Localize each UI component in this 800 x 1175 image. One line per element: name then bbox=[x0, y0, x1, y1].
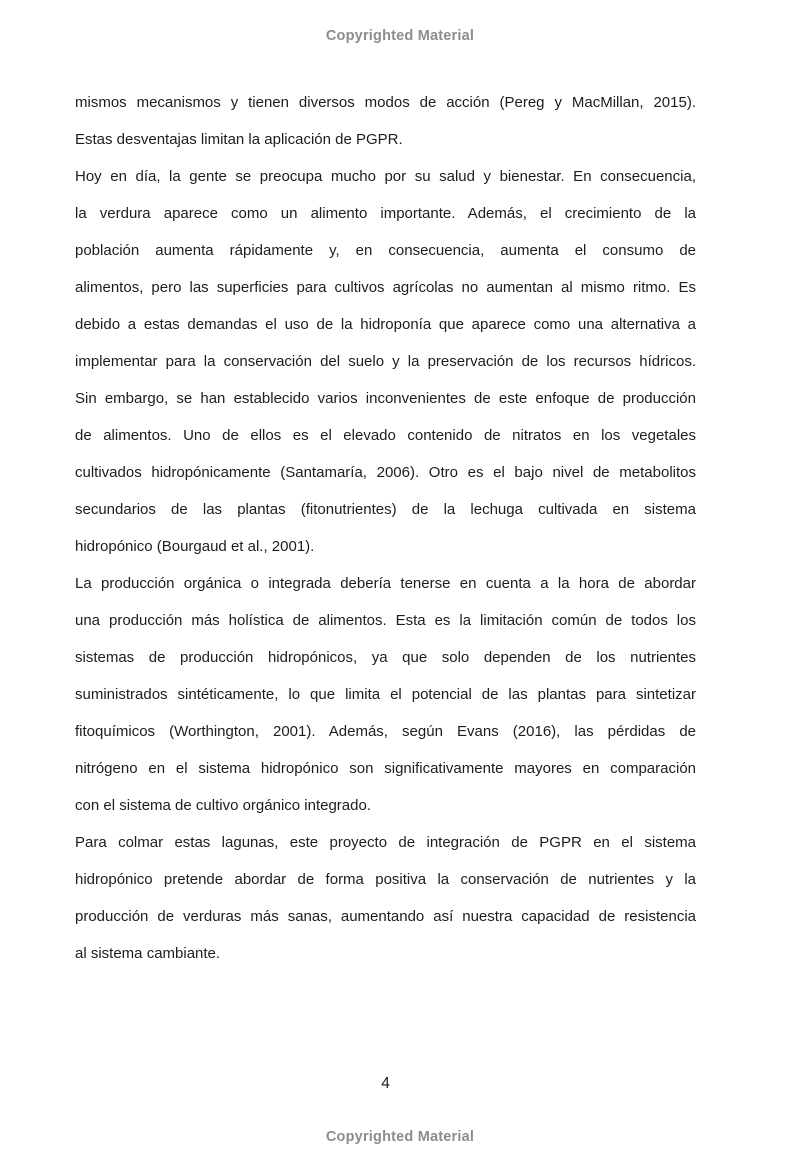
text-line: Hoy en día, la gente se preocupa mucho por su salud y bienestar. En consecuencia, bbox=[75, 168, 696, 185]
paragraph bbox=[75, 158, 696, 565]
text-line: nitrógeno en el sistema hidropónico son significativamente mayores en comparación bbox=[75, 760, 696, 777]
text-line: sistemas de producción hidropónicos, ya que solo dependen de los nutrientes bbox=[75, 649, 696, 666]
text-line: población aumenta rápidamente y, en consecuencia, aumenta el consumo de bbox=[75, 242, 696, 259]
text-line: Sin embargo, se han establecido varios inconvenientes de este enfoque de producción bbox=[75, 390, 696, 407]
copyright-watermark-top: Copyrighted Material bbox=[325, 28, 475, 44]
text-line: secundarios de las plantas (fitonutrientes) de la lechuga cultivada en sistema bbox=[75, 501, 696, 518]
text-line: al sistema cambiante. bbox=[75, 945, 221, 962]
text-line: la verdura aparece como un alimento importante. Además, el crecimiento de la bbox=[75, 205, 696, 222]
text-line: producción de verduras más sanas, aumentando así nuestra capacidad de resistencia bbox=[75, 908, 696, 925]
text-line: mismos mecanismos y tienen diversos modos de acción (Pereg y MacMillan, 2015). bbox=[75, 94, 696, 111]
copyright-watermark-bottom: Copyrighted Material bbox=[325, 1129, 475, 1145]
text-line: con el sistema de cultivo orgánico integrado. bbox=[75, 797, 372, 814]
text-line: alimentos, pero las superficies para cultivos agrícolas no aumentan al mismo ritmo. Es bbox=[75, 279, 696, 296]
text-line: Para colmar estas lagunas, este proyecto de integración de PGPR en el sistema bbox=[75, 834, 696, 851]
text-line: debido a estas demandas el uso de la hidroponía que aparece como una alternativa a bbox=[75, 316, 696, 333]
text-line: hidropónico (Bourgaud et al., 2001). bbox=[75, 538, 315, 555]
text-line: cultivados hidropónicamente (Santamaría, 2006). Otro es el bajo nivel de metabolitos bbox=[75, 464, 696, 481]
text-line: de alimentos. Uno de ellos es el elevado contenido de nitratos en los vegetales bbox=[75, 427, 696, 444]
text-line: Estas desventajas limitan la aplicación de PGPR. bbox=[75, 131, 403, 148]
paragraph bbox=[75, 84, 696, 158]
text-line: hidropónico pretende abordar de forma positiva la conservación de nutrientes y la bbox=[75, 871, 696, 888]
paragraph bbox=[75, 824, 696, 972]
text-line: una producción más holística de alimentos. Esta es la limitación común de todos los bbox=[75, 612, 696, 629]
page-number: 4 bbox=[381, 1075, 390, 1092]
text-line: fitoquímicos (Worthington, 2001). Además, según Evans (2016), las pérdidas de bbox=[75, 723, 696, 740]
page-body bbox=[75, 84, 696, 972]
paragraph bbox=[75, 565, 696, 824]
text-line: suministrados sintéticamente, lo que limita el potencial de las plantas para sintetizar bbox=[75, 686, 696, 703]
text-line: implementar para la conservación del suelo y la preservación de los recursos hídricos. bbox=[75, 353, 696, 370]
text-line: La producción orgánica o integrada debería tenerse en cuenta a la hora de abordar bbox=[75, 575, 696, 592]
